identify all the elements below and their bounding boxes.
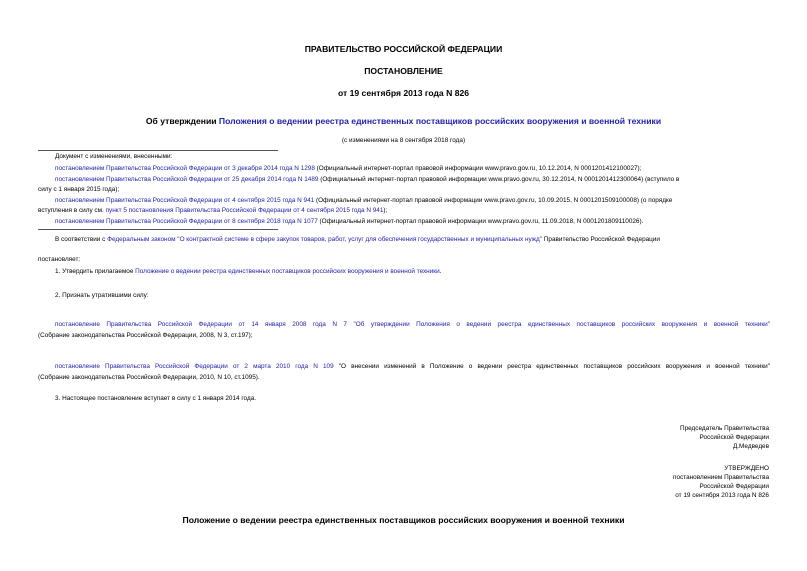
point-1-pre: 1. Утвердить прилагаемое [55, 268, 136, 275]
change-text: (Официальный интернет-портал правовой информации www.pravo.gov.ru, 30.12.2014, N 0001201412300064) (вступило в [318, 176, 680, 183]
change-text: (Официальный интернет-портал правовой информации www.pravo.gov.ru, 11.09.2018, N 0001201809110026). [317, 218, 644, 225]
doc-type-heading: ПОСТАНОВЛЕНИЕ [364, 66, 443, 76]
change-item-cont [38, 206, 387, 217]
change-cont-pre: вступления в силу см. [38, 207, 106, 214]
repeal-1-link[interactable]: постановление Правительства Российской Федерации от 14 января 2008 года N 7 "Об утверждении Положения о ведении реестра единственных поставщиков российских вооружения и военной техники" [55, 321, 770, 328]
government-heading: ПРАВИТЕЛЬСТВО РОССИЙСКОЙ ФЕДЕРАЦИИ [304, 44, 503, 54]
change-link[interactable]: постановлением Правительства Российской Федерации от 3 декабря 2014 года N 1298 [55, 165, 315, 172]
change-item [55, 217, 643, 228]
signature-line-1: Председатель Правительства [680, 425, 769, 432]
repeal-2-link[interactable]: постановление Правительства Российской Федерации от 2 марта 2010 года N 109 [55, 363, 334, 370]
point-1 [55, 266, 441, 277]
change-item-cont: силу с 1 января 2015 года); [38, 186, 120, 193]
change-link[interactable]: постановлением Правительства Российской Федерации от 8 сентября 2018 года N 1077 [55, 218, 318, 225]
signature-line-3: Д.Медведев [732, 443, 769, 450]
document-title [0, 116, 807, 126]
point-1-post: . [439, 268, 442, 275]
change-link[interactable]: постановлением Правительства Российской Федерации от 4 сентября 2015 года N 941 [55, 197, 315, 204]
repeal-item-2 [55, 361, 770, 372]
approved-line-3: Российской Федерации [699, 483, 769, 490]
change-item [55, 196, 672, 207]
signature-line-2: Российской Федерации [699, 434, 769, 441]
change-cont-post: ); [383, 207, 388, 214]
approved-line-4: от 19 сентября 2013 года N 826 [675, 492, 769, 499]
repeal-2-text: "О внесении изменений в Положение о ведении реестра единственных поставщиков российских вооружения и военной техники" [333, 363, 770, 370]
repeal-item-2-cont: (Собрание законодательства Российской Федерации, 2010, N 10, ст.1095). [38, 374, 260, 381]
regulation-link[interactable]: Положение о ведении реестра единственных поставщиков российских вооружения и военной техники [135, 268, 440, 275]
date-number-heading: от 19 сентября 2013 года N 826 [337, 88, 470, 98]
title-prefix: Об утверждении [145, 116, 219, 126]
approved-block [673, 464, 769, 500]
changes-intro: Документ с изменениями, внесенными: [55, 153, 173, 160]
preamble [55, 234, 660, 245]
regulation-title: Положение о ведении реестра единственных поставщиков российских вооружения и военной техники [182, 515, 625, 525]
title-regulation-link[interactable]: Положения о ведении реестра единственных поставщиков российских вооружения и военной техники [218, 116, 662, 126]
change-item [55, 175, 679, 186]
preamble-pre: В соответствии с [55, 236, 108, 243]
preamble-post: Правительство Российской Федерации [542, 236, 660, 243]
separator-bottom [38, 229, 278, 230]
change-text: (Официальный интернет-портал правовой информации www.pravo.gov.ru, 10.09.2015, N 0001201509100008) (о порядке [314, 197, 673, 204]
approved-line-1: УТВЕРЖДЕНО [724, 465, 769, 472]
change-cont-link[interactable]: пункт 5 постановления Правительства Российской Федерации от 4 сентября 2015 года N 941 [105, 207, 384, 214]
edition-note: (с изменениями на 8 сентября 2018 года) [341, 137, 466, 144]
signature-block [680, 424, 769, 451]
decides-text: постановляет: [38, 256, 81, 263]
point-3: 3. Настоящее постановление вступает в силу с 1 января 2014 года. [55, 395, 257, 402]
change-link[interactable]: постановлением Правительства Российской Федерации от 25 декабря 2014 года N 1489 [55, 176, 319, 183]
separator-top [38, 150, 278, 151]
approved-line-2: постановлением Правительства [673, 474, 769, 481]
repeal-item-1 [55, 319, 770, 330]
change-text: (Официальный интернет-портал правовой информации www.pravo.gov.ru, 10.12.2014, N 0001201412100027); [314, 165, 642, 172]
change-item [55, 164, 641, 175]
point-2: 2. Признать утратившими силу: [55, 292, 149, 299]
repeal-item-1-cont: (Собрание законодательства Российской Федерации, 2008, N 3, ст.197); [38, 332, 253, 339]
federal-law-link[interactable]: Федеральным законом "О контрактной системе в сфере закупок товаров, работ, услуг для обеспечения государственных и муниципальных нужд" [107, 236, 543, 243]
